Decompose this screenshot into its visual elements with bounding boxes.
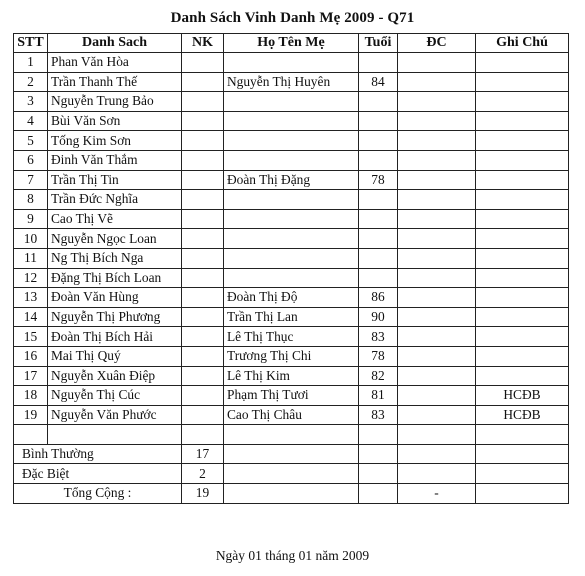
empty-cell <box>224 464 359 484</box>
table-row <box>14 248 569 268</box>
row-note-cell <box>476 366 569 386</box>
row-dc-cell <box>398 386 476 406</box>
row-name-cell: Đặng Thị Bích Loan <box>48 268 182 288</box>
row-note-cell <box>476 72 569 92</box>
row-name-cell: Đoàn Thị Bích Hải <box>48 327 182 347</box>
row-nk-cell <box>182 346 224 366</box>
empty-cell <box>359 484 398 504</box>
table-row <box>14 209 569 229</box>
row-name-cell: Trần Đức Nghĩa <box>48 190 182 210</box>
table-row <box>14 229 569 249</box>
row-age-cell: 82 <box>359 366 398 386</box>
header-name: Danh Sach <box>48 34 182 53</box>
empty-cell <box>182 425 224 445</box>
row-nk-cell <box>182 288 224 308</box>
row-note-cell <box>476 190 569 210</box>
row-age-cell: 78 <box>359 346 398 366</box>
row-note-cell <box>476 92 569 112</box>
row-mother-cell <box>224 268 359 288</box>
row-mother-cell <box>224 131 359 151</box>
row-dc-cell <box>398 170 476 190</box>
row-dc-cell <box>398 131 476 151</box>
row-stt-cell: 13 <box>14 288 48 308</box>
row-stt-cell: 10 <box>14 229 48 249</box>
row-dc-cell <box>398 288 476 308</box>
row-name-cell: Ng Thị Bích Nga <box>48 248 182 268</box>
row-note-cell: HCĐB <box>476 386 569 406</box>
table-row <box>14 268 569 288</box>
row-name-cell: Mai Thị Quý <box>48 346 182 366</box>
row-nk-cell <box>182 307 224 327</box>
summary-dc-value: - <box>398 484 476 504</box>
row-mother-cell <box>224 209 359 229</box>
table-row <box>14 190 569 210</box>
row-stt-cell: 14 <box>14 307 48 327</box>
row-age-cell: 81 <box>359 386 398 406</box>
row-mother-cell <box>224 248 359 268</box>
header-note: Ghi Chú <box>476 34 569 53</box>
row-age-cell: 78 <box>359 170 398 190</box>
summary-label: Bình Thường <box>14 444 182 464</box>
summary-row <box>14 484 569 504</box>
row-age-cell: 90 <box>359 307 398 327</box>
row-age-cell: 86 <box>359 288 398 308</box>
row-mother-cell <box>224 53 359 73</box>
row-nk-cell <box>182 268 224 288</box>
row-age-cell <box>359 53 398 73</box>
summary-dc-value <box>398 464 476 484</box>
empty-cell <box>14 425 48 445</box>
row-stt-cell: 17 <box>14 366 48 386</box>
row-note-cell <box>476 268 569 288</box>
table-row <box>14 405 569 425</box>
row-mother-cell: Lê Thị Thục <box>224 327 359 347</box>
table-row <box>14 307 569 327</box>
row-dc-cell <box>398 248 476 268</box>
table-row <box>14 53 569 73</box>
row-nk-cell <box>182 209 224 229</box>
empty-cell <box>476 464 569 484</box>
table-row <box>14 150 569 170</box>
summary-label: Đặc Biệt <box>14 464 182 484</box>
row-dc-cell <box>398 268 476 288</box>
header-dc: ĐC <box>398 34 476 53</box>
row-nk-cell <box>182 150 224 170</box>
table-row <box>14 170 569 190</box>
empty-cell <box>224 484 359 504</box>
row-dc-cell <box>398 209 476 229</box>
row-age-cell <box>359 248 398 268</box>
empty-cell <box>359 425 398 445</box>
row-dc-cell <box>398 53 476 73</box>
row-mother-cell <box>224 150 359 170</box>
row-note-cell <box>476 170 569 190</box>
row-age-cell <box>359 150 398 170</box>
row-nk-cell <box>182 366 224 386</box>
document-title: Danh Sách Vinh Danh Mẹ 2009 - Q71 <box>170 10 415 26</box>
row-name-cell: Nguyễn Xuân Điệp <box>48 366 182 386</box>
table-spacer-row <box>14 425 569 445</box>
row-name-cell: Phan Văn Hòa <box>48 53 182 73</box>
row-mother-cell: Đoàn Thị Đặng <box>224 170 359 190</box>
empty-cell <box>48 425 182 445</box>
table-row <box>14 131 569 151</box>
row-age-cell: 84 <box>359 72 398 92</box>
row-mother-cell <box>224 111 359 131</box>
row-dc-cell <box>398 72 476 92</box>
row-age-cell: 83 <box>359 405 398 425</box>
honor-list-table <box>13 33 569 504</box>
row-name-cell: Trần Thị Tin <box>48 170 182 190</box>
row-name-cell: Trần Thanh Thế <box>48 72 182 92</box>
empty-cell <box>224 444 359 464</box>
row-name-cell: Đinh Văn Thắm <box>48 150 182 170</box>
empty-cell <box>359 464 398 484</box>
empty-cell <box>476 444 569 464</box>
row-nk-cell <box>182 190 224 210</box>
row-nk-cell <box>182 405 224 425</box>
row-name-cell: Nguyễn Ngọc Loan <box>48 229 182 249</box>
row-note-cell <box>476 346 569 366</box>
row-name-cell: Tống Kim Sơn <box>48 131 182 151</box>
row-nk-cell <box>182 327 224 347</box>
row-dc-cell <box>398 92 476 112</box>
row-note-cell: HCĐB <box>476 405 569 425</box>
row-note-cell <box>476 209 569 229</box>
row-mother-cell: Phạm Thị Tươi <box>224 386 359 406</box>
row-mother-cell: Đoàn Thị Độ <box>224 288 359 308</box>
row-name-cell: Nguyễn Thị Cúc <box>48 386 182 406</box>
row-stt-cell: 11 <box>14 248 48 268</box>
row-nk-cell <box>182 53 224 73</box>
row-dc-cell <box>398 150 476 170</box>
row-mother-cell: Trương Thị Chi <box>224 346 359 366</box>
row-mother-cell <box>224 229 359 249</box>
summary-label: Tổng Cộng : <box>14 484 182 504</box>
table-row <box>14 386 569 406</box>
table-row <box>14 72 569 92</box>
row-note-cell <box>476 229 569 249</box>
summary-nk-value: 17 <box>182 444 224 464</box>
summary-nk-value: 19 <box>182 484 224 504</box>
row-stt-cell: 19 <box>14 405 48 425</box>
row-nk-cell <box>182 111 224 131</box>
row-age-cell <box>359 92 398 112</box>
empty-cell <box>398 425 476 445</box>
row-note-cell <box>476 288 569 308</box>
summary-row <box>14 444 569 464</box>
table-row <box>14 111 569 131</box>
row-dc-cell <box>398 405 476 425</box>
row-age-cell <box>359 131 398 151</box>
row-mother-cell: Cao Thị Châu <box>224 405 359 425</box>
row-name-cell: Bùi Văn Sơn <box>48 111 182 131</box>
table-row <box>14 366 569 386</box>
row-age-cell: 83 <box>359 327 398 347</box>
empty-cell <box>224 425 359 445</box>
table-row <box>14 346 569 366</box>
table-header-row <box>14 34 569 53</box>
row-dc-cell <box>398 190 476 210</box>
row-stt-cell: 3 <box>14 92 48 112</box>
row-nk-cell <box>182 386 224 406</box>
row-note-cell <box>476 327 569 347</box>
footer-date: Ngày 01 tháng 01 năm 2009 <box>215 548 370 563</box>
row-note-cell <box>476 53 569 73</box>
row-name-cell: Cao Thị Vẽ <box>48 209 182 229</box>
row-mother-cell <box>224 92 359 112</box>
row-age-cell <box>359 190 398 210</box>
row-nk-cell <box>182 170 224 190</box>
empty-cell <box>476 484 569 504</box>
row-mother-cell: Lê Thị Kim <box>224 366 359 386</box>
row-stt-cell: 1 <box>14 53 48 73</box>
row-stt-cell: 12 <box>14 268 48 288</box>
table-row <box>14 92 569 112</box>
row-stt-cell: 2 <box>14 72 48 92</box>
row-stt-cell: 7 <box>14 170 48 190</box>
row-mother-cell: Trần Thị Lan <box>224 307 359 327</box>
row-stt-cell: 16 <box>14 346 48 366</box>
header-mother: Họ Tên Mẹ <box>224 34 359 53</box>
row-nk-cell <box>182 92 224 112</box>
row-nk-cell <box>182 229 224 249</box>
empty-cell <box>359 444 398 464</box>
table-row <box>14 327 569 347</box>
row-note-cell <box>476 150 569 170</box>
row-stt-cell: 6 <box>14 150 48 170</box>
summary-dc-value <box>398 444 476 464</box>
row-age-cell <box>359 209 398 229</box>
row-name-cell: Nguyễn Thị Phương <box>48 307 182 327</box>
row-stt-cell: 4 <box>14 111 48 131</box>
row-age-cell <box>359 111 398 131</box>
table-row <box>14 288 569 308</box>
row-dc-cell <box>398 111 476 131</box>
row-name-cell: Nguyễn Văn Phước <box>48 405 182 425</box>
summary-row <box>14 464 569 484</box>
row-mother-cell: Nguyễn Thị Huyên <box>224 72 359 92</box>
row-stt-cell: 5 <box>14 131 48 151</box>
row-stt-cell: 9 <box>14 209 48 229</box>
row-name-cell: Đoàn Văn Hùng <box>48 288 182 308</box>
row-dc-cell <box>398 307 476 327</box>
table-body <box>14 53 569 504</box>
row-note-cell <box>476 248 569 268</box>
row-dc-cell <box>398 327 476 347</box>
row-age-cell <box>359 229 398 249</box>
row-stt-cell: 8 <box>14 190 48 210</box>
row-age-cell <box>359 268 398 288</box>
row-dc-cell <box>398 346 476 366</box>
row-note-cell <box>476 131 569 151</box>
summary-nk-value: 2 <box>182 464 224 484</box>
row-dc-cell <box>398 229 476 249</box>
row-note-cell <box>476 307 569 327</box>
row-name-cell: Nguyễn Trung Bảo <box>48 92 182 112</box>
row-note-cell <box>476 111 569 131</box>
row-nk-cell <box>182 131 224 151</box>
row-mother-cell <box>224 190 359 210</box>
empty-cell <box>476 425 569 445</box>
header-stt: STT <box>14 34 48 53</box>
row-nk-cell <box>182 72 224 92</box>
row-stt-cell: 15 <box>14 327 48 347</box>
row-dc-cell <box>398 366 476 386</box>
row-stt-cell: 18 <box>14 386 48 406</box>
header-nk: NK <box>182 34 224 53</box>
header-age: Tuổi <box>359 34 398 53</box>
row-nk-cell <box>182 248 224 268</box>
